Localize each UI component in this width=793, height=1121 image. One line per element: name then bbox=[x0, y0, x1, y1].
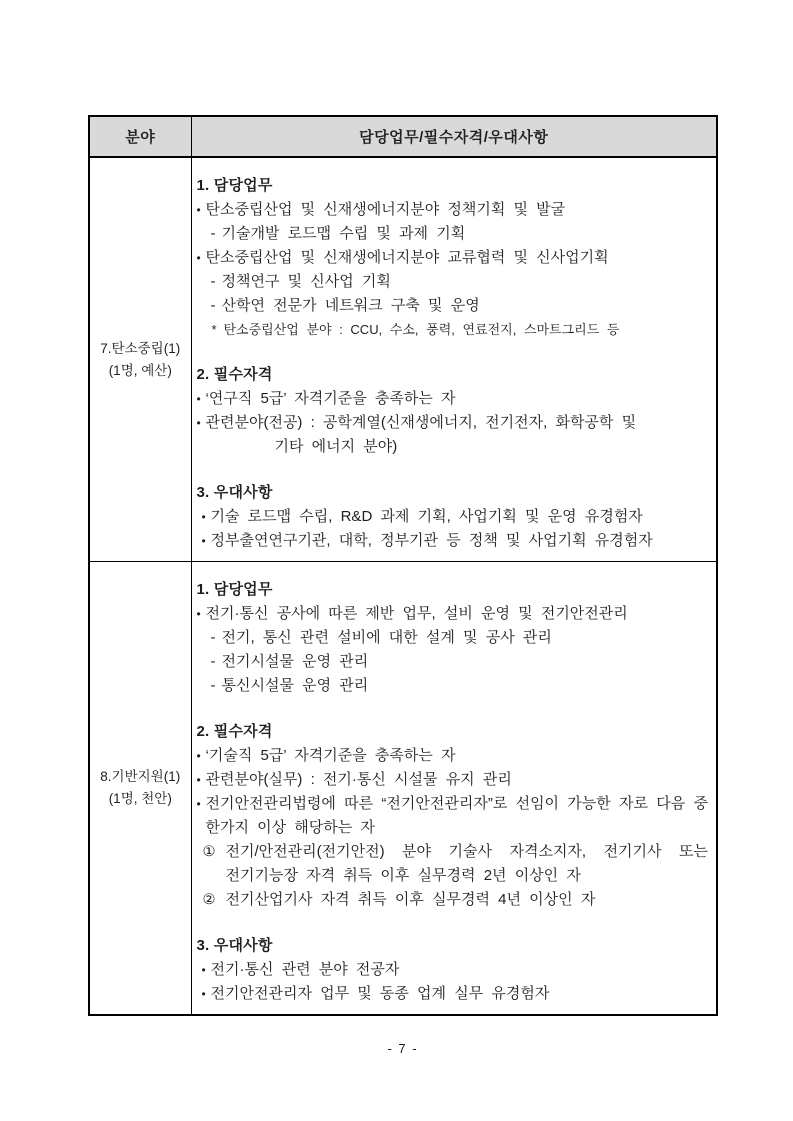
detail-item bbox=[197, 840, 709, 888]
detail-item-text: 전기시설물 운영 관리 bbox=[221, 653, 369, 670]
details-cell bbox=[191, 157, 717, 562]
detail-item-text: 정책연구 및 신사업 기획 bbox=[221, 273, 391, 290]
bullet2-marker: • bbox=[201, 963, 206, 977]
detail-item-text: 탄소중립산업 및 신재생에너지분야 정책기획 및 발굴 bbox=[205, 201, 566, 218]
section-title: 2. 필수자격 bbox=[196, 723, 273, 740]
bullet2-marker: • bbox=[201, 510, 206, 524]
detail-item-text: 전기, 통신 관련 설비에 대한 설계 및 공사 관리 bbox=[221, 629, 552, 646]
header-field-column: 분야 bbox=[89, 116, 191, 157]
detail-item-text: 관련분야(전공) : 공학계열(신재생에너지, 전기전자, 화학공학 및 bbox=[205, 414, 637, 431]
note-marker: * bbox=[211, 322, 217, 337]
job-table bbox=[88, 115, 718, 1016]
detail-item bbox=[197, 246, 709, 270]
detail-item bbox=[197, 626, 709, 650]
section-title: 2. 필수자격 bbox=[196, 366, 273, 383]
section-title: 1. 담당업무 bbox=[196, 581, 273, 598]
detail-item bbox=[197, 198, 709, 222]
bullet2-marker: • bbox=[201, 534, 206, 548]
field-cell bbox=[89, 562, 191, 1016]
circled-number-marker: ① bbox=[202, 844, 216, 860]
detail-item bbox=[197, 505, 709, 529]
bullet-marker: • bbox=[196, 392, 201, 406]
detail-item bbox=[197, 387, 709, 411]
bullet-marker: • bbox=[196, 797, 201, 811]
field-headcount: (1명, 천안) bbox=[108, 791, 172, 806]
details-cell bbox=[191, 562, 717, 1016]
dash-marker: - bbox=[210, 677, 216, 694]
bullet-marker: • bbox=[196, 251, 201, 265]
detail-item bbox=[197, 982, 709, 1006]
field-cell bbox=[89, 157, 191, 562]
detail-item-text: 관련분야(실무) : 전기·통신 시설물 유지 관리 bbox=[205, 771, 512, 788]
detail-item-text: 기술개발 로드맵 수립 및 과제 기획 bbox=[221, 225, 466, 242]
detail-item bbox=[197, 435, 709, 459]
section-title: 3. 우대사항 bbox=[196, 484, 273, 501]
detail-item bbox=[197, 792, 709, 840]
dash-marker: - bbox=[210, 273, 216, 290]
field-title: 7.탄소중립(1) bbox=[100, 340, 181, 356]
detail-item-text: 전기·통신 공사에 따른 제반 업무, 설비 운영 및 전기안전관리 bbox=[205, 605, 628, 622]
dash-marker: - bbox=[210, 225, 216, 242]
detail-item bbox=[197, 222, 709, 246]
job-posting-table-container bbox=[88, 115, 716, 1016]
field-headcount: (1명, 예산) bbox=[108, 362, 172, 378]
page-number: - 7 - bbox=[387, 1041, 417, 1056]
table-row bbox=[89, 562, 717, 1016]
detail-item bbox=[197, 411, 709, 435]
bullet-marker: • bbox=[196, 773, 201, 787]
dash-marker: - bbox=[210, 297, 216, 314]
detail-item-text: 전기산업기사 자격 취득 이후 실무경력 4년 이상인 자 bbox=[225, 891, 596, 908]
detail-item bbox=[197, 888, 709, 912]
detail-item-text: ‘연구직 5급’ 자격기준을 충족하는 자 bbox=[205, 390, 456, 407]
bullet-marker: • bbox=[196, 416, 201, 430]
dash-marker: - bbox=[210, 629, 216, 646]
detail-item-text: 산학연 전문가 네트워크 구축 및 운영 bbox=[221, 297, 480, 314]
detail-item bbox=[197, 674, 709, 698]
detail-item-text: 기술 로드맵 수립, R&D 과제 기획, 사업기획 및 운영 유경험자 bbox=[210, 508, 643, 525]
detail-item bbox=[197, 768, 709, 792]
detail-item-text: 전기/안전관리(전기안전) 분야 기술사 자격소지자, 전기기사 또는 전기기능장 자격 취득 이후 실무경력 2년 이상인 자 bbox=[225, 843, 708, 884]
table-row bbox=[89, 157, 717, 562]
table-header-row bbox=[89, 116, 717, 157]
job-table-body bbox=[89, 157, 717, 1015]
section-title: 3. 우대사항 bbox=[196, 937, 273, 954]
detail-item bbox=[197, 529, 709, 553]
detail-item-text: 기타 에너지 분야) bbox=[274, 438, 398, 455]
detail-item-text: 통신시설물 운영 관리 bbox=[221, 677, 369, 694]
detail-item bbox=[197, 650, 709, 674]
field-title: 8.기반지원(1) bbox=[100, 769, 181, 784]
header-details-column: 담당업무/필수자격/우대사항 bbox=[191, 116, 717, 157]
bullet-marker: • bbox=[196, 203, 201, 217]
detail-item-text: 탄소중립산업 및 신재생에너지분야 교류협력 및 신사업기획 bbox=[205, 249, 609, 266]
bullet-marker: • bbox=[196, 749, 201, 763]
bullet-marker: • bbox=[196, 607, 201, 621]
detail-item-text: ‘기술직 5급’ 자격기준을 충족하는 자 bbox=[205, 747, 456, 764]
dash-marker: - bbox=[210, 653, 216, 670]
detail-item bbox=[197, 318, 709, 341]
detail-item bbox=[197, 270, 709, 294]
detail-item-text: 정부출연연구기관, 대학, 정부기관 등 정책 및 사업기획 유경험자 bbox=[210, 532, 653, 549]
detail-item bbox=[197, 602, 709, 626]
section-title: 1. 담당업무 bbox=[196, 177, 273, 194]
detail-item bbox=[197, 294, 709, 318]
detail-item bbox=[197, 958, 709, 982]
circled-number-marker: ② bbox=[202, 892, 216, 908]
detail-item-text: 탄소중립산업 분야 : CCU, 수소, 풍력, 연료전지, 스마트그리드 등 bbox=[223, 322, 620, 337]
detail-item-text: 전기안전관리법령에 따른 “전기안전관리자”로 선임이 가능한 자로 다음 중 한가지 이상 해당하는 자 bbox=[205, 795, 708, 836]
detail-item-text: 전기·통신 관련 분야 전공자 bbox=[210, 961, 400, 978]
bullet2-marker: • bbox=[201, 987, 206, 1001]
detail-item bbox=[197, 744, 709, 768]
detail-item-text: 전기안전관리자 업무 및 동종 업계 실무 유경험자 bbox=[210, 985, 550, 1002]
